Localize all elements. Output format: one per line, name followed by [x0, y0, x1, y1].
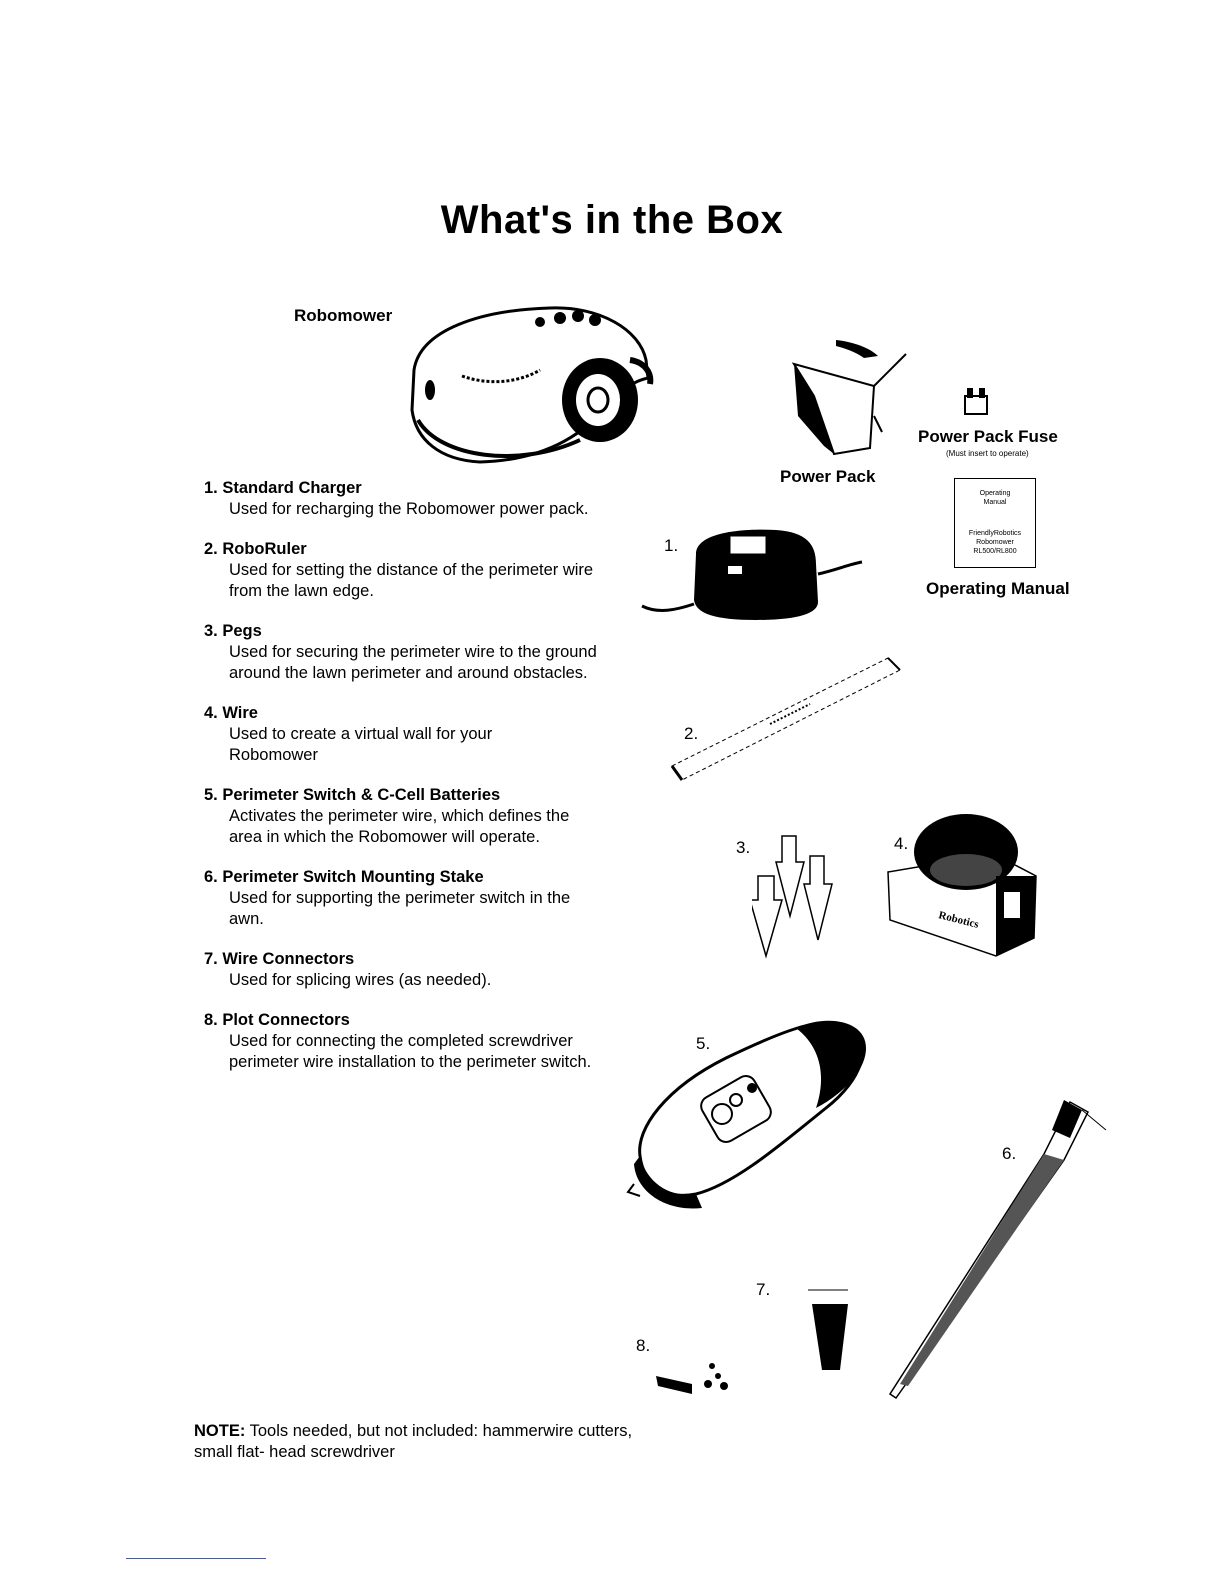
manual-cover-line1: Operating: [979, 490, 1011, 497]
item-description: Used for setting the distance of the perimeter wire from the lawn edge.: [229, 561, 594, 600]
robomower-label: Robomower: [294, 306, 393, 325]
item-description: Used for supporting the perimeter switch in the awn.: [229, 889, 571, 928]
item-description: Used to create a virtual wall for your Robomower: [229, 725, 493, 764]
fuse-label: Power Pack Fuse: [918, 427, 1058, 446]
list-item-standard-charger: [204, 478, 624, 520]
tools-note: [194, 1421, 634, 1463]
fuse-icon: [962, 386, 992, 418]
perimeter-switch-illustration: [626, 1008, 876, 1218]
list-item-pegs: [204, 621, 624, 684]
footer-rule: [126, 1558, 266, 1559]
mounting-stake-illustration: [884, 1094, 1114, 1404]
item-description: Used for connecting the completed screwdriver perimeter wire installation to the perimeter switch.: [229, 1032, 592, 1071]
power-pack-label: Power Pack: [780, 467, 876, 486]
list-item-wire: [204, 703, 624, 766]
operating-manual-label: Operating Manual: [926, 579, 1070, 598]
item-description: Activates the perimeter wire, which defines the area in which the Robomower will operate.: [229, 807, 570, 846]
item-title: 1. Standard Charger: [204, 479, 362, 497]
figure-number-1: 1.: [664, 536, 679, 555]
item-title: 4. Wire: [204, 704, 258, 722]
manual-cover-brand: FriendlyRobotics: [968, 530, 1022, 537]
operating-manual-cover: [954, 478, 1036, 568]
wire-connector-illustration: [808, 1286, 858, 1376]
figure-number-8: 8.: [636, 1336, 651, 1355]
list-item-plot-connectors: [204, 1010, 624, 1073]
manual-cover-product: Robomower: [976, 539, 1014, 546]
item-title: 6. Perimeter Switch Mounting Stake: [204, 868, 484, 886]
item-title: 5. Perimeter Switch & C-Cell Batteries: [204, 786, 501, 804]
manual-cover-line2: Manual: [983, 499, 1007, 506]
power-pack-illustration: [774, 336, 914, 456]
roboruler-illustration: [660, 648, 920, 788]
item-title: 8. Plot Connectors: [204, 1011, 350, 1029]
item-description: Used for securing the perimeter wire to the ground around the lawn perimeter and around obstacles.: [229, 643, 597, 682]
plot-connectors-illustration: [652, 1354, 732, 1398]
item-description: Used for recharging the Robomower power pack.: [229, 500, 589, 518]
page-title: What's in the Box: [440, 198, 784, 242]
figure-number-2: 2.: [684, 724, 699, 743]
item-title: 3. Pegs: [204, 622, 262, 640]
wire-box-brand: Robotics: [937, 909, 980, 931]
figure-number-3: 3.: [736, 838, 751, 857]
figure-number-4: 4.: [894, 834, 909, 853]
item-title: 7. Wire Connectors: [204, 950, 355, 968]
list-item-mounting-stake: [204, 867, 624, 930]
list-item-wire-connectors: [204, 949, 624, 991]
contents-list: [204, 478, 624, 1092]
charger-illustration: [636, 524, 876, 624]
wire-spool-illustration: [884, 812, 1044, 958]
list-item-roboruler: [204, 539, 624, 602]
manual-cover-model: RL500/RL800: [973, 548, 1017, 555]
note-label: NOTE:: [194, 1422, 246, 1440]
fuse-note: (Must insert to operate): [946, 449, 1029, 458]
robomower-illustration: [400, 290, 660, 470]
item-title: 2. RoboRuler: [204, 540, 307, 558]
list-item-perimeter-switch: [204, 785, 624, 848]
note-text: Tools needed, but not included: hammerwire cutters, small flat- head screwdriver: [194, 1422, 633, 1461]
figure-number-6: 6.: [1002, 1144, 1017, 1163]
figure-number-5: 5.: [696, 1034, 711, 1053]
figure-number-7: 7.: [756, 1280, 771, 1299]
item-description: Used for splicing wires (as needed).: [229, 971, 492, 989]
pegs-illustration: [752, 830, 842, 960]
